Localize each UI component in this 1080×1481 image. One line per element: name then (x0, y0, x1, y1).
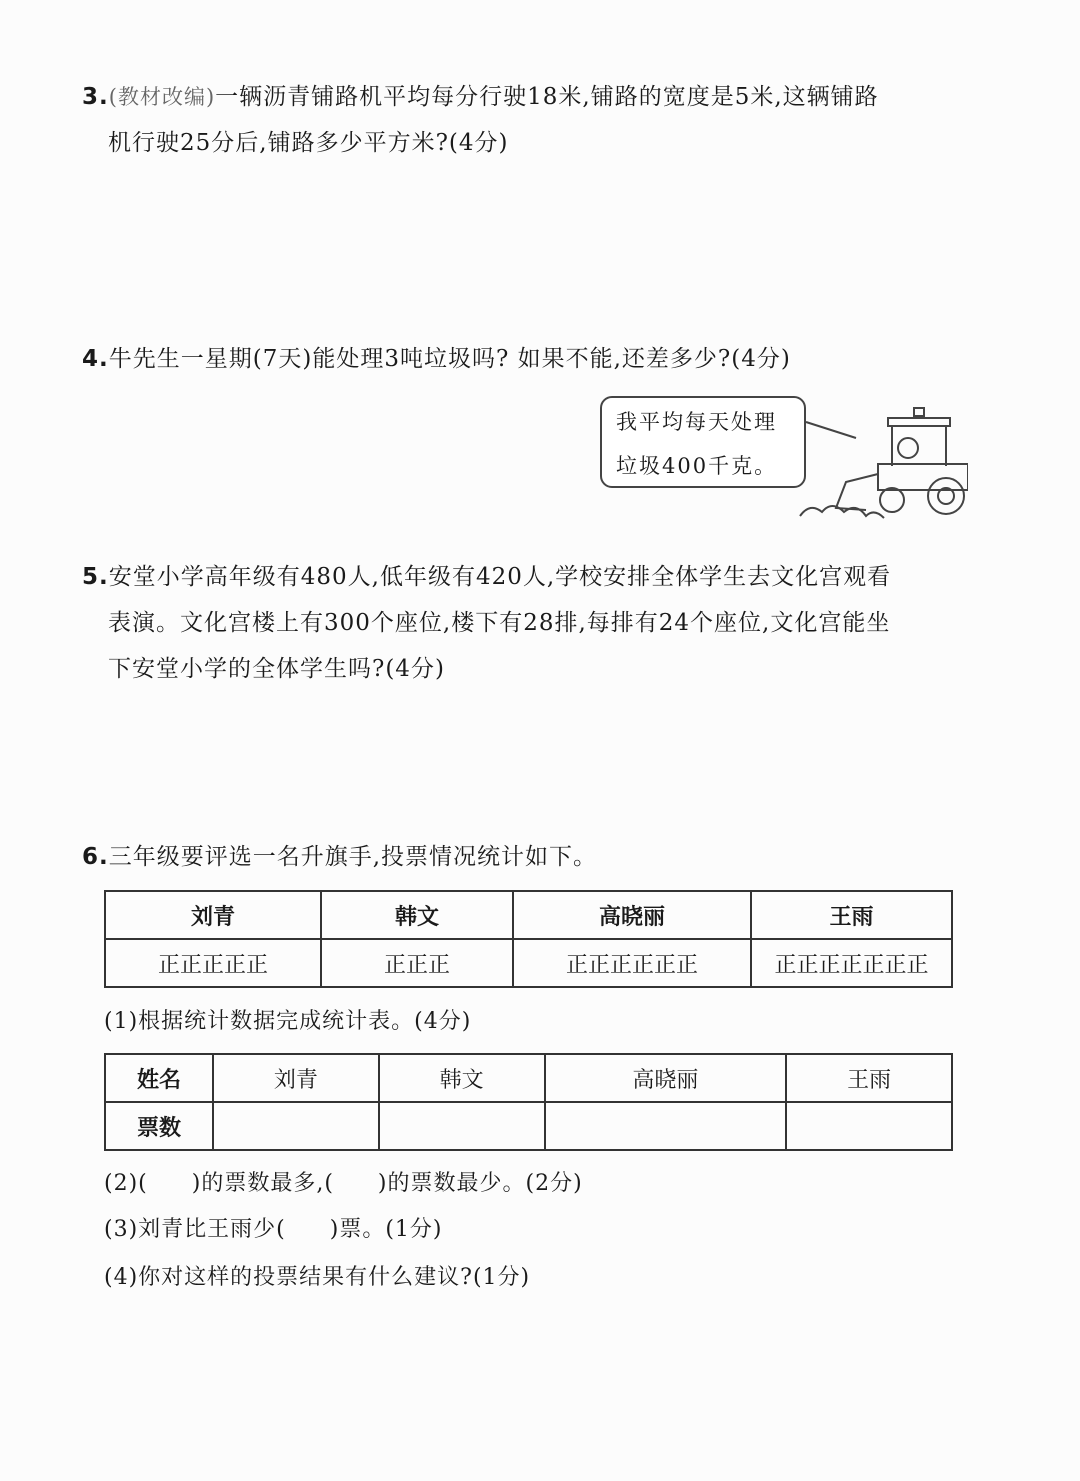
tally-mark-cell: 正正正 (321, 939, 513, 987)
tractor-shovel (836, 474, 878, 510)
tally-table-name-row (105, 891, 952, 939)
statistics-table (104, 1053, 953, 1151)
tractor-roof (888, 418, 950, 426)
tally-table-mark-row (105, 939, 952, 987)
sub-question-4: (4)你对这样的投票结果有什么建议?(1分) (104, 1265, 531, 1290)
question-3 (82, 74, 982, 166)
sub-question-2-part-b: )的票数最多,( (191, 1171, 334, 1196)
sub-question-3-part-a: (3)刘青比王雨少( (104, 1217, 286, 1242)
question-3-line-2: 机行驶25分后,铺路多少平方米?(4分) (108, 130, 509, 156)
sub-question-1: (1)根据统计数据完成统计表。(4分) (104, 1009, 472, 1034)
sub-question-3 (104, 1212, 443, 1243)
question-5-line-2: 表演。文化宫楼上有300个座位,楼下有28排,每排有24个座位,文化宫能坐 (108, 610, 891, 636)
sub-question-3-part-b: )票。(1分) (329, 1217, 443, 1242)
speech-bubble-line-2: 垃圾400千克。 (616, 454, 778, 478)
question-5-line-3: 下安堂小学的全体学生吗?(4分) (108, 656, 445, 682)
statistics-table-name-row (105, 1054, 952, 1102)
tractor-front-wheel (880, 488, 904, 512)
question-4-line-1: 牛先生一星期(7天)能处理3吨垃圾吗? 如果不能,还差多少?(4分) (108, 346, 791, 372)
votes-answer-cell[interactable] (379, 1102, 545, 1150)
stat-name-cell: 韩文 (379, 1054, 545, 1102)
tractor-rear-wheel (928, 478, 964, 514)
question-5-line-1: 安堂小学高年级有480人,低年级有420人,学校安排全体学生去文化宫观看 (108, 564, 892, 590)
sub-question-2 (104, 1166, 583, 1197)
tractor-body (878, 464, 968, 490)
driver-head (898, 438, 918, 458)
stat-name-cell: 刘青 (213, 1054, 379, 1102)
votes-header-cell: 票数 (105, 1102, 213, 1150)
question-6-line-1: 三年级要评选一名升旗手,投票情况统计如下。 (108, 844, 598, 870)
tally-mark-cell: 正正正正正正正 (751, 939, 952, 987)
name-header-cell: 姓名 (105, 1054, 213, 1102)
question-6-number: 6. (82, 844, 109, 870)
sub-question-2-part-a: (2)( (104, 1171, 148, 1196)
question-5 (82, 554, 982, 692)
statistics-table-votes-row (105, 1102, 952, 1150)
speech-bubble-line-1: 我平均每天处理 (616, 410, 777, 434)
stat-name-cell: 王雨 (786, 1054, 952, 1102)
question-3-number: 3. (82, 84, 109, 110)
tally-mark-cell: 正正正正正 (105, 939, 321, 987)
tally-name-cell: 韩文 (321, 891, 513, 939)
tractor-illustration (796, 404, 968, 524)
question-3-source: (教材改编) (108, 85, 216, 109)
tally-mark-cell: 正正正正正正 (513, 939, 751, 987)
tally-name-cell: 高晓丽 (513, 891, 751, 939)
votes-answer-cell[interactable] (786, 1102, 952, 1150)
speech-bubble (600, 396, 806, 488)
question-4-number: 4. (82, 346, 109, 372)
question-5-number: 5. (82, 564, 109, 590)
question-4 (82, 336, 982, 382)
tractor-light (914, 408, 924, 416)
sub-question-2-part-c: )的票数最少。(2分) (377, 1171, 583, 1196)
tractor-cab-posts (892, 426, 946, 466)
votes-answer-cell[interactable] (545, 1102, 787, 1150)
bubble-pointer (806, 422, 856, 438)
tally-table (104, 890, 953, 988)
votes-answer-cell[interactable] (213, 1102, 379, 1150)
question-3-line-1: 一辆沥青铺路机平均每分行驶18米,铺路的宽度是5米,这辆铺路 (215, 84, 879, 110)
tally-name-cell: 刘青 (105, 891, 321, 939)
question-6 (82, 834, 982, 880)
tally-name-cell: 王雨 (751, 891, 952, 939)
stat-name-cell: 高晓丽 (545, 1054, 787, 1102)
